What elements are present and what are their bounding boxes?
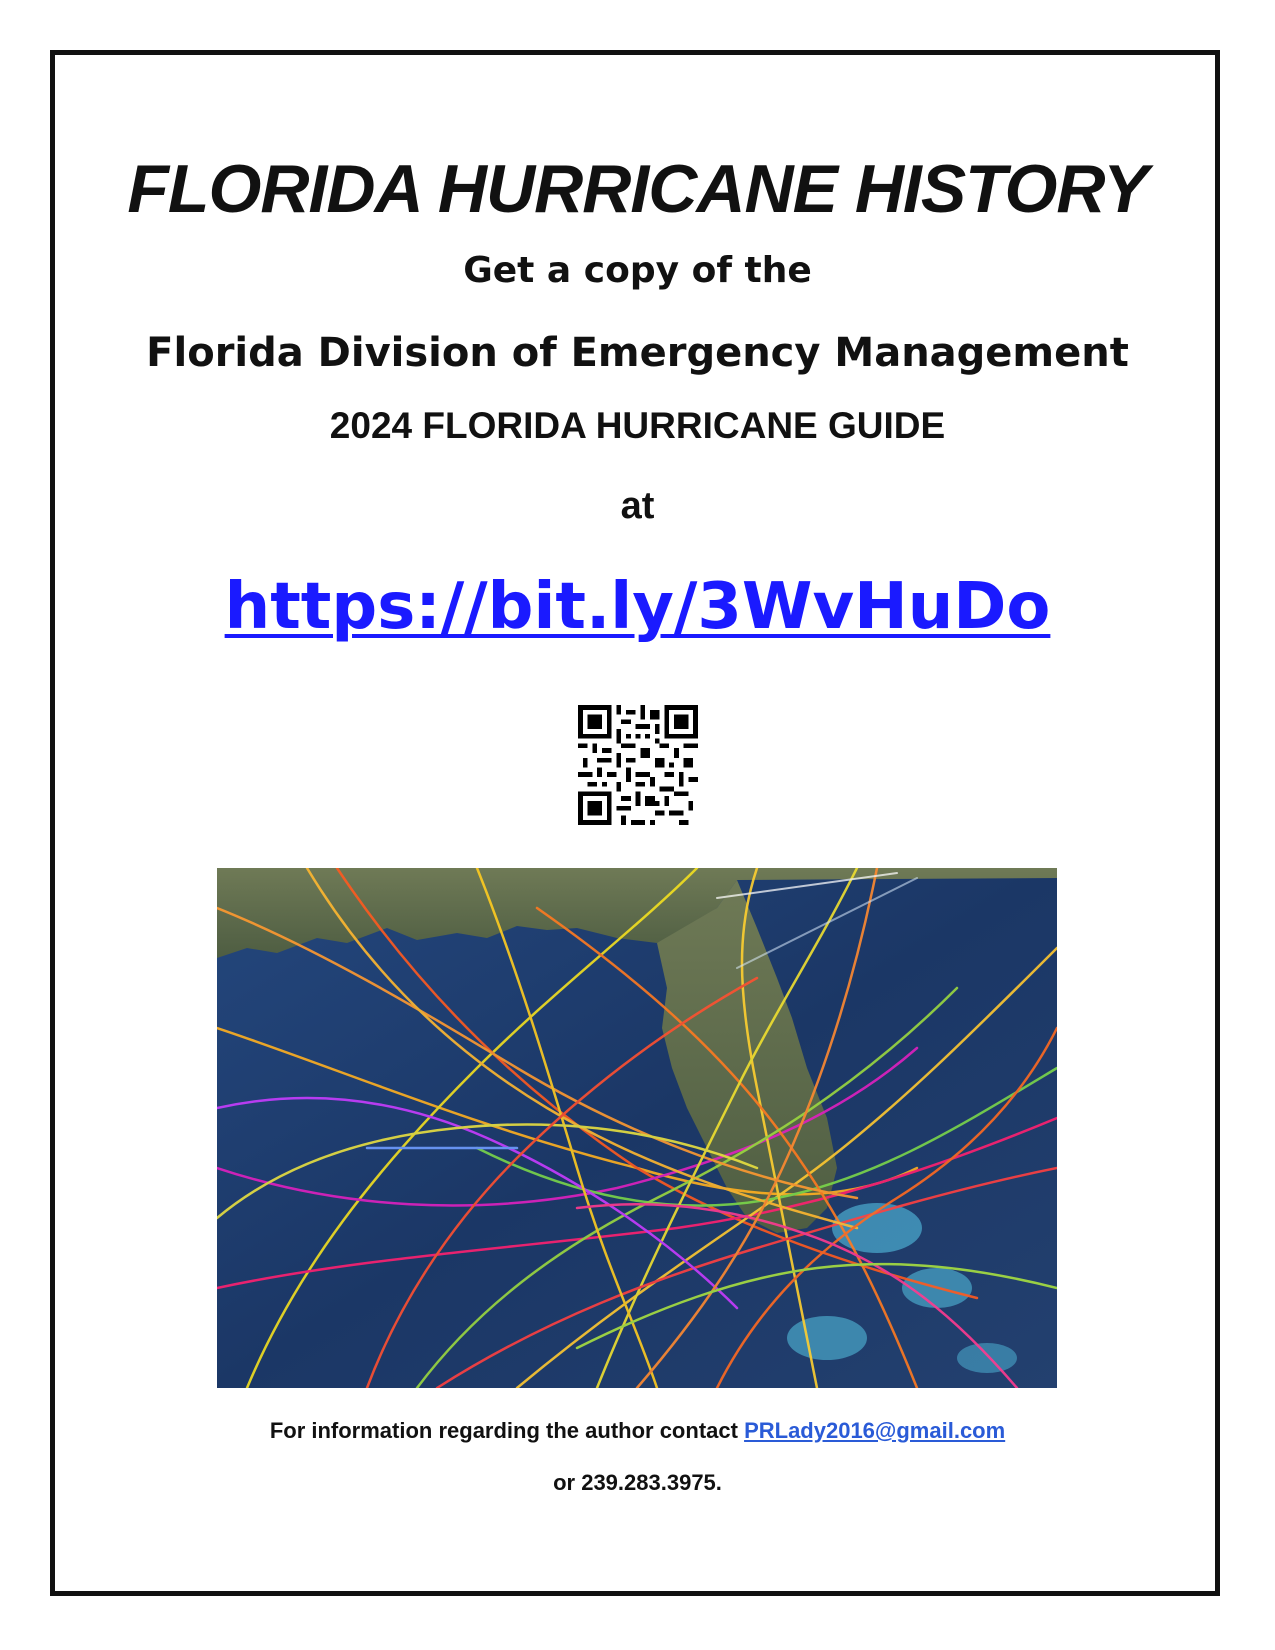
guide-title: 2024 FLORIDA HURRICANE GUIDE: [329, 405, 946, 446]
contact-prefix: For information regarding the author contact: [269, 1418, 745, 1443]
contact-line: [0, 1418, 1275, 1444]
agency-name: Florida Division of Emergency Management: [146, 330, 1129, 376]
page-title: FLORIDA HURRICANE HISTORY: [127, 151, 1148, 227]
at-text: at: [620, 485, 655, 527]
hurricane-tracks-map: [217, 868, 1057, 1388]
intro-line: Get a copy of the: [463, 250, 812, 291]
email-link[interactable]: PRLady2016@gmail.com: [744, 1418, 1006, 1443]
phone-line: or 239.283.3975.: [553, 1470, 722, 1495]
qr-code-icon[interactable]: [578, 705, 698, 825]
guide-link[interactable]: https://bit.ly/3WvHuDo: [224, 570, 1051, 644]
